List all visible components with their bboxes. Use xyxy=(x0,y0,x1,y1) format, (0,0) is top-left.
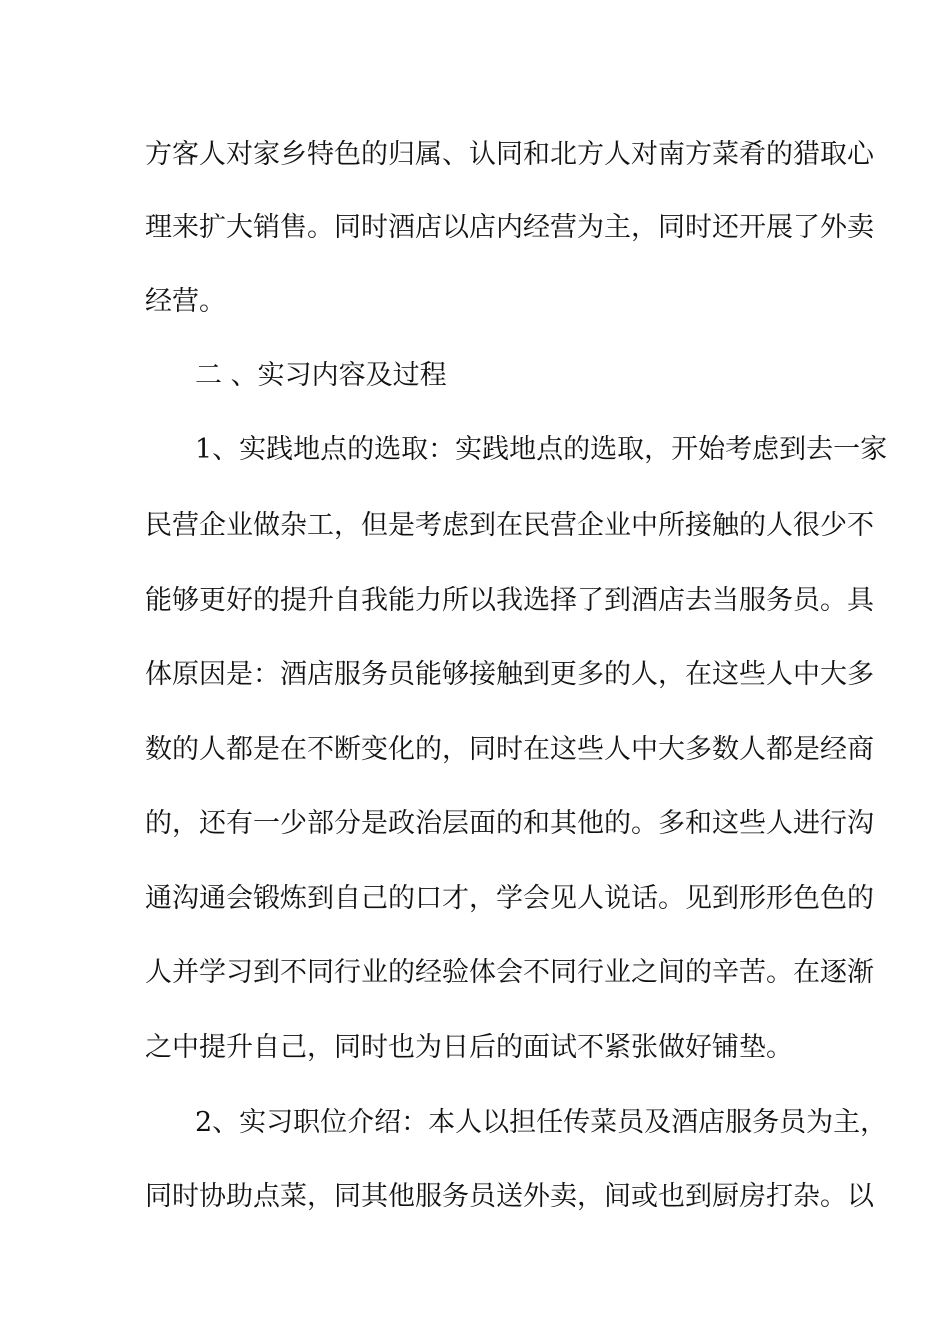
paragraph-line: 方客人对家乡特色的归属、认同和北方人对南方菜肴的猎取心 xyxy=(145,139,874,170)
paragraph-line: 理来扩大销售。同时酒店以店内经营为主，同时还开展了外卖 xyxy=(145,212,874,243)
paragraph-line: 人并学习到不同行业的经验体会不同行业之间的辛苦。在逐渐 xyxy=(145,957,874,988)
paragraph-line: 民营企业做杂工，但是考虑到在民营企业中所接触的人很少不 xyxy=(145,510,874,541)
paragraph-line: 通沟通会锻炼到自己的口才，学会见人说话。见到形形色色的 xyxy=(145,883,874,914)
paragraph-line: 同时协助点菜，同其他服务员送外卖，间或也到厨房打杂。以 xyxy=(145,1181,874,1212)
paragraph-line: 能够更好的提升自我能力所以我选择了到酒店去当服务员。具 xyxy=(145,585,874,616)
paragraph-line: 经营。 xyxy=(145,286,226,317)
paragraph-line: 1、实践地点的选取：实践地点的选取，开始考虑到去一家 xyxy=(195,434,888,465)
paragraph-line: 的，还有一少部分是政治层面的和其他的。多和这些人进行沟 xyxy=(145,808,874,839)
paragraph-line: 2、实习职位介绍：本人以担任传菜员及酒店服务员为主， xyxy=(195,1107,888,1138)
paragraph-line: 体原因是：酒店服务员能够接触到更多的人，在这些人中大多 xyxy=(145,659,874,690)
section-heading: 二 、实习内容及过程 xyxy=(195,360,447,391)
paragraph-line: 之中提升自己，同时也为日后的面试不紧张做好铺垫。 xyxy=(145,1032,793,1063)
paragraph-line: 数的人都是在不断变化的，同时在这些人中大多数人都是经商 xyxy=(145,734,874,765)
